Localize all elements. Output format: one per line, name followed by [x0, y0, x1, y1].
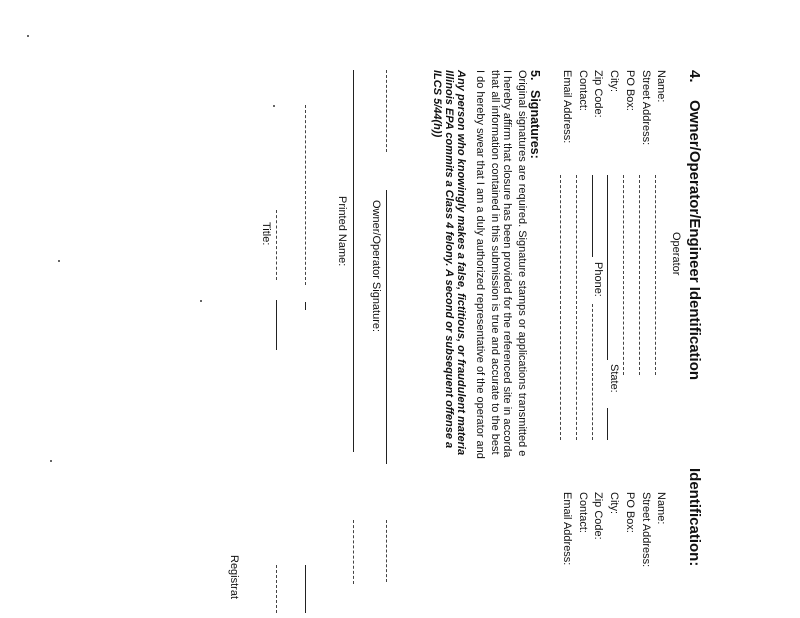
left-street-label: Street Address: — [640, 70, 652, 146]
section4-title: Owner/Operator/Engineer Identification — [686, 100, 703, 381]
owner-signature-line[interactable] — [386, 190, 387, 464]
right-email-label: Email Address: — [561, 492, 573, 566]
left-contact-field[interactable] — [576, 175, 577, 440]
right-zip-label: Zip Code: — [592, 492, 604, 540]
section5-line4: I do hereby swear that I am a duly authorized representative of the operator and — [474, 70, 486, 459]
scan-speck — [200, 300, 202, 302]
title-field-line[interactable] — [276, 210, 277, 280]
operator-column-header: Operator — [670, 232, 682, 276]
title-label: Title: — [260, 222, 272, 246]
registrant-label: Registrat — [228, 555, 240, 600]
left-email-label: Email Address: — [561, 70, 573, 144]
scan-speck — [27, 35, 29, 37]
left-state-label: State: — [608, 364, 620, 393]
section4-number: 4. — [686, 70, 703, 83]
upper-dotted-line[interactable] — [305, 105, 306, 285]
left-phone-label: Phone: — [592, 262, 604, 297]
section5-line2: I hereby affirm that closure has been provided for the referenced site in accorda — [501, 70, 513, 458]
left-zip-field[interactable] — [592, 175, 593, 257]
left-zip-label: Zip Code: — [592, 70, 604, 118]
left-phone-field[interactable] — [592, 304, 593, 440]
section5-line3: that all information contained in this submission is true and accurate to the best — [489, 70, 501, 455]
registration-line[interactable] — [305, 565, 306, 613]
left-blank-line[interactable] — [386, 70, 387, 152]
left-pobox-label: PO Box: — [624, 70, 636, 111]
printed-name-line[interactable] — [353, 70, 354, 452]
right-street-label: Street Address: — [640, 492, 652, 568]
scan-speck — [273, 105, 275, 107]
right-name-label: Name: — [655, 492, 667, 525]
title-field-line-2[interactable] — [276, 300, 277, 350]
left-contact-label: Contact: — [577, 70, 589, 111]
section5-title: Signatures: — [528, 90, 542, 159]
printed-name-label: Printed Name: — [336, 196, 348, 267]
left-pobox-field[interactable] — [623, 175, 624, 375]
section4-title-duplicate: Identification: — [686, 468, 703, 567]
title-right-line[interactable] — [276, 565, 277, 613]
left-name-field[interactable] — [655, 175, 656, 375]
left-name-label: Name: — [655, 70, 667, 103]
section5-line1: Original signatures are required. Signature stamps or applications transmitted e — [516, 70, 528, 457]
warning-line2: Illinois EPA commits a Class 4 felony. A second or subsequent offense a — [443, 70, 455, 449]
warning-line1: Any person who knowingly makes a false, fictitious, or fraudulent materia — [455, 70, 467, 456]
right-pobox-label: PO Box: — [624, 492, 636, 533]
left-street-field[interactable] — [639, 175, 640, 375]
left-city-field[interactable] — [607, 175, 608, 360]
owner-signature-label: Owner/Operator Signature: — [370, 200, 382, 333]
right-date-line[interactable] — [353, 520, 354, 584]
scan-speck — [58, 260, 60, 262]
right-city-label: City: — [608, 492, 620, 514]
left-city-label: City: — [608, 70, 620, 92]
right-blank-line[interactable] — [386, 520, 387, 582]
warning-line3: ILCS 5/44(h)) — [431, 70, 443, 138]
scan-speck — [50, 460, 52, 462]
short-line-mark — [305, 302, 306, 310]
left-state-field[interactable] — [607, 408, 608, 440]
section5-number: 5. — [528, 70, 542, 81]
left-email-field[interactable] — [560, 175, 561, 440]
right-contact-label: Contact: — [577, 492, 589, 533]
